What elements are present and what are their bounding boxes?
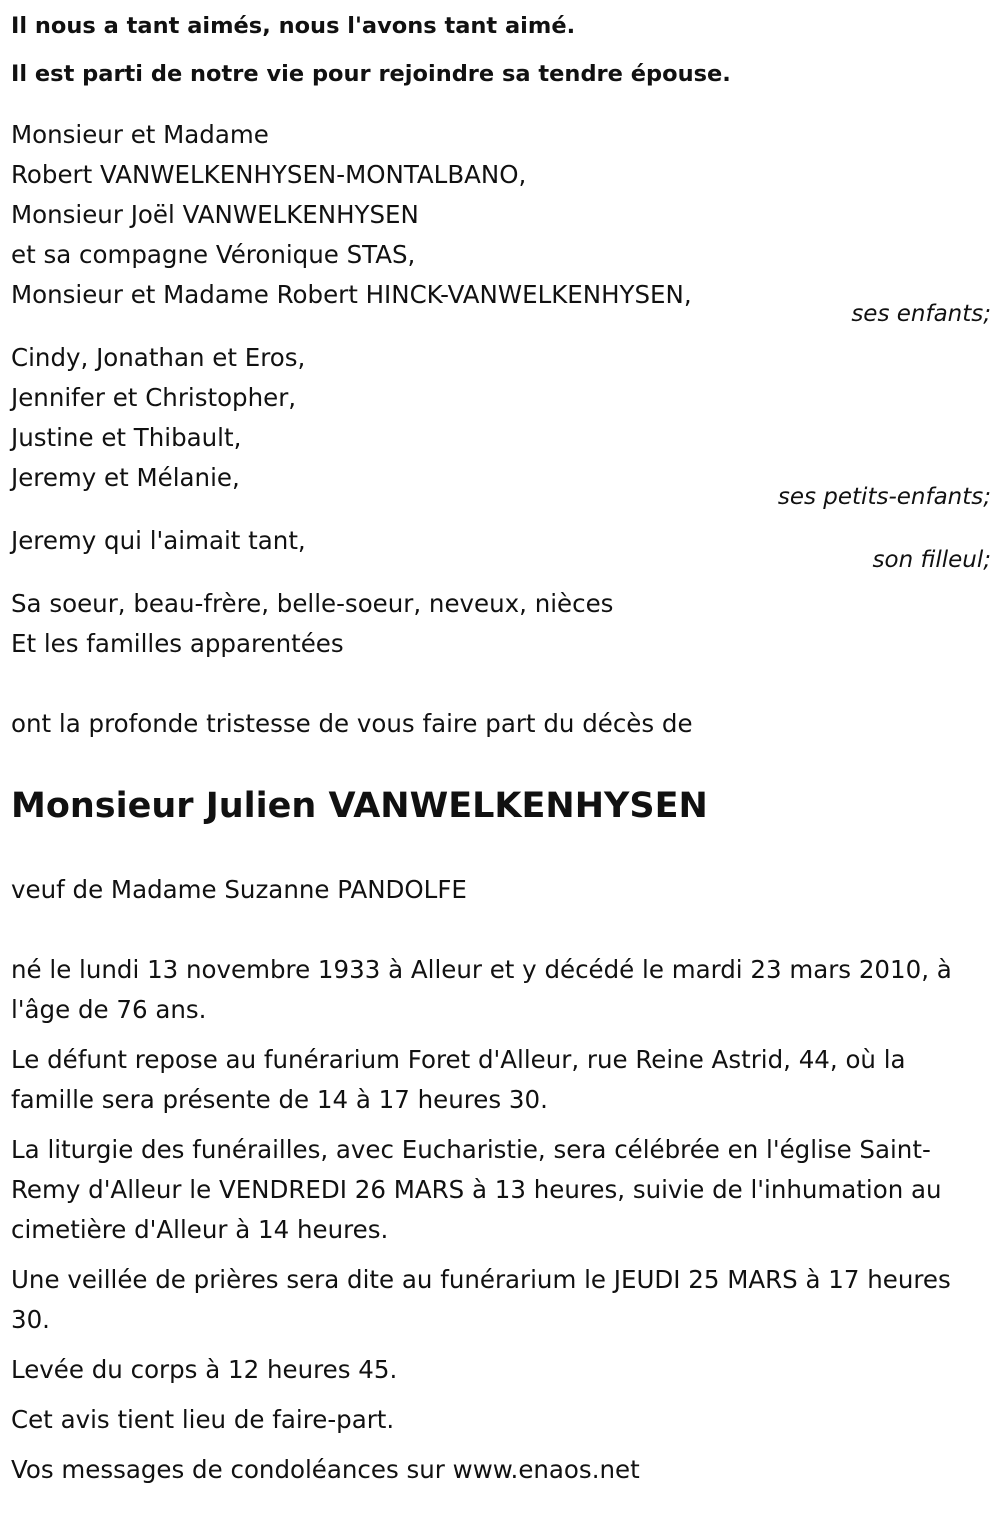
family-list	[11, 584, 991, 664]
children-list	[11, 115, 991, 315]
body-removal-paragraph: Levée du corps à 12 heures 45.	[11, 1355, 398, 1384]
intro-line: Il est parti de notre vie pour rejoindre sa tendre épouse.	[11, 61, 731, 87]
notice-paragraph: Cet avis tient lieu de faire-part.	[11, 1405, 395, 1434]
grandchildren-list	[11, 338, 991, 498]
grandchildren-line: Jeremy et Mélanie,	[11, 463, 240, 492]
birth-death-paragraph: né le lundi 13 novembre 1933 à Alleur et y décédé le mardi 23 mars 2010, à l'âge de 76 ans.	[11, 955, 952, 1024]
family-line: Et les familles apparentées	[11, 629, 344, 658]
liturgy-paragraph: La liturgie des funérailles, avec Eucharistie, sera célébrée en l'église Saint-Remy d'Alleur le VENDREDI 26 MARS à 13 heures, suivie de l'inhumation au cimetière d'Alleur à 14 heures.	[11, 1135, 942, 1244]
grandchildren-relation: ses petits-enfants;	[777, 484, 991, 510]
intro-text	[11, 2, 991, 98]
grandchildren-line: Jennifer et Christopher,	[11, 383, 297, 412]
godson-relation: son filleul;	[872, 547, 991, 573]
intro-line: Il nous a tant aimés, nous l'avons tant aimé.	[11, 13, 576, 39]
grandchildren-line: Justine et Thibault,	[11, 423, 242, 452]
announcement: ont la profonde tristesse de vous faire part du décès de	[11, 709, 693, 738]
godson-line: Jeremy qui l'aimait tant,	[11, 526, 306, 555]
children-relation: ses enfants;	[851, 301, 991, 327]
widower-of: veuf de Madame Suzanne PANDOLFE	[11, 875, 467, 904]
children-line: Monsieur Joël VANWELKENHYSEN	[11, 200, 419, 229]
obituary-notice	[11, 0, 991, 1500]
children-line: Robert VANWELKENHYSEN-MONTALBANO,	[11, 160, 527, 189]
children-line: Monsieur et Madame Robert HINCK-VANWELKENHYSEN,	[11, 280, 692, 309]
grandchildren-line: Cindy, Jonathan et Eros,	[11, 343, 306, 372]
deceased-name: Monsieur Julien VANWELKENHYSEN	[11, 786, 708, 826]
details	[11, 950, 991, 1490]
family-line: Sa soeur, beau-frère, belle-soeur, neveux, nièces	[11, 589, 614, 618]
condolences-paragraph: Vos messages de condoléances sur www.enaos.net	[11, 1455, 640, 1484]
children-line: Monsieur et Madame	[11, 120, 269, 149]
funerarium-paragraph: Le défunt repose au funérarium Foret d'Alleur, rue Reine Astrid, 44, où la famille sera présente de 14 à 17 heures 30.	[11, 1045, 906, 1114]
vigil-paragraph: Une veillée de prières sera dite au funérarium le JEUDI 25 MARS à 17 heures 30.	[11, 1265, 951, 1334]
children-line: et sa compagne Véronique STAS,	[11, 240, 416, 269]
